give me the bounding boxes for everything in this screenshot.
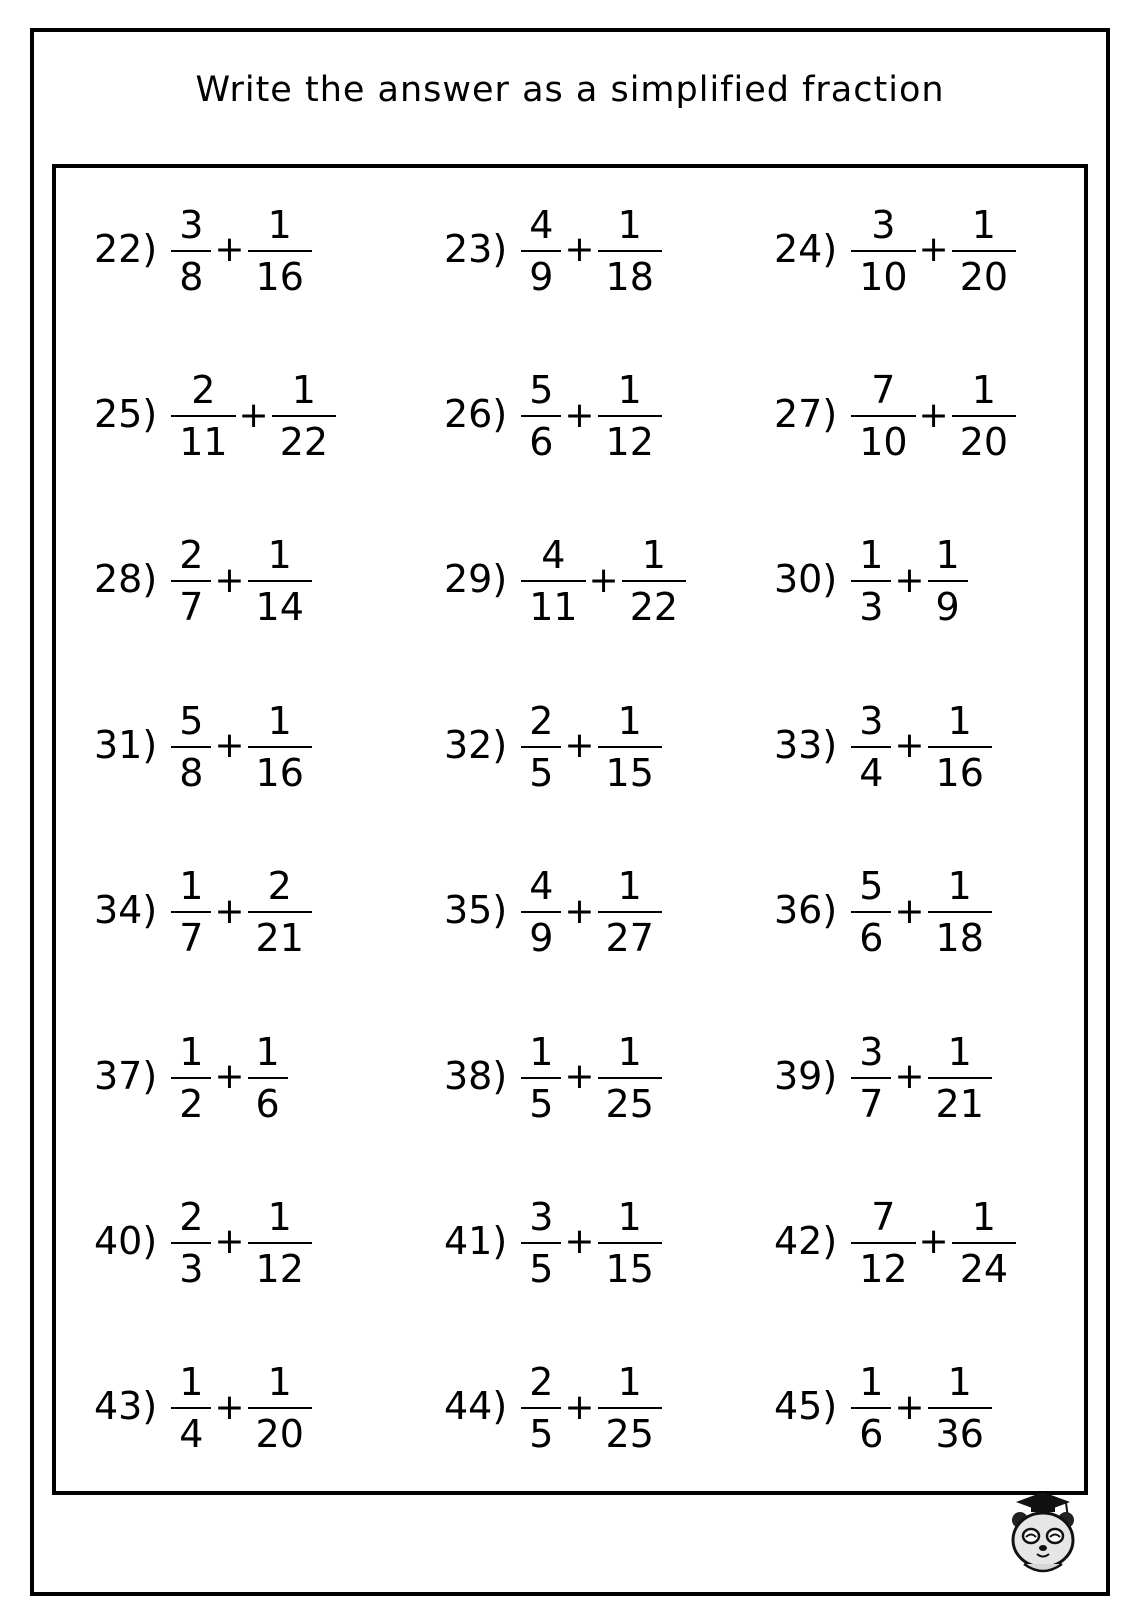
plus-operator: +: [918, 1221, 949, 1263]
problem-item: [56, 333, 416, 498]
fraction-b: [952, 202, 1016, 299]
denominator: 21: [928, 1077, 992, 1123]
numerator: 3: [529, 1194, 554, 1239]
numerator: 1: [947, 1029, 972, 1074]
problem-item: [56, 499, 416, 664]
denominator: 12: [851, 1242, 915, 1288]
numerator: 3: [179, 202, 204, 247]
problem-item: [56, 830, 416, 995]
numerator: 1: [179, 864, 204, 909]
numerator: 5: [529, 368, 554, 413]
problem-item: [746, 1326, 1084, 1491]
fraction-b: [598, 864, 662, 961]
denominator: 12: [248, 1242, 312, 1288]
numerator: 2: [529, 1360, 554, 1405]
fraction-a: [521, 368, 561, 465]
problem-number: 43): [94, 1384, 158, 1429]
fraction-b: [598, 1029, 662, 1126]
fraction-a: [851, 1194, 915, 1291]
problem-number: 29): [444, 557, 508, 602]
numerator: 2: [267, 864, 292, 909]
problem-item: [416, 995, 746, 1160]
fraction-b: [248, 1360, 312, 1457]
problem-item: [56, 1160, 416, 1325]
numerator: 1: [935, 533, 960, 578]
plus-operator: +: [564, 229, 595, 271]
denominator: 11: [521, 580, 585, 626]
fraction-a: [851, 1029, 891, 1126]
denominator: 25: [598, 1077, 662, 1123]
numerator: 1: [971, 1194, 996, 1239]
denominator: 11: [171, 415, 235, 461]
denominator: 7: [171, 580, 211, 626]
denominator: 6: [851, 911, 891, 957]
denominator: 4: [171, 1407, 211, 1453]
problem-number: 31): [94, 722, 158, 767]
problem-number: 45): [774, 1384, 838, 1429]
plus-operator: +: [918, 229, 949, 271]
numerator: 1: [947, 698, 972, 743]
fraction-a: [851, 202, 915, 299]
fraction-a: [171, 368, 235, 465]
denominator: 16: [928, 746, 992, 792]
fraction-a: [521, 1029, 561, 1126]
instructions-heading: Write the answer as a simplified fraction: [195, 70, 945, 110]
denominator: 22: [272, 415, 336, 461]
plus-operator: +: [214, 1386, 245, 1428]
problem-item: [56, 995, 416, 1160]
plus-operator: +: [564, 1221, 595, 1263]
plus-operator: +: [214, 229, 245, 271]
fraction-a: [521, 1360, 561, 1457]
denominator: 3: [851, 580, 891, 626]
denominator: 20: [248, 1407, 312, 1453]
problem-number: 30): [774, 557, 838, 602]
problem-item: [746, 499, 1084, 664]
problem-grid: [56, 168, 1084, 1491]
plus-operator: +: [238, 394, 269, 436]
fraction-a: [521, 533, 585, 630]
fraction-b: [272, 368, 336, 465]
fraction-a: [521, 1194, 561, 1291]
fraction-b: [622, 533, 686, 630]
numerator: 1: [267, 1360, 292, 1405]
numerator: 1: [267, 698, 292, 743]
plus-operator: +: [894, 1056, 925, 1098]
numerator: 3: [871, 202, 896, 247]
denominator: 3: [171, 1242, 211, 1288]
problem-number: 26): [444, 392, 508, 437]
plus-operator: +: [564, 1056, 595, 1098]
denominator: 27: [598, 911, 662, 957]
problem-number: 38): [444, 1053, 508, 1098]
fraction-b: [928, 1029, 992, 1126]
fraction-b: [928, 864, 992, 961]
fraction-a: [851, 533, 891, 630]
problem-item: [746, 168, 1084, 333]
problem-number: 40): [94, 1218, 158, 1263]
numerator: 7: [871, 1194, 896, 1239]
numerator: 1: [947, 1360, 972, 1405]
problem-number: 28): [94, 557, 158, 602]
problem-item: [416, 1160, 746, 1325]
numerator: 1: [617, 698, 642, 743]
problem-number: 41): [444, 1218, 508, 1263]
fraction-a: [851, 864, 891, 961]
numerator: 3: [859, 698, 884, 743]
numerator: 2: [529, 698, 554, 743]
denominator: 21: [248, 911, 312, 957]
numerator: 1: [971, 202, 996, 247]
plus-operator: +: [214, 725, 245, 767]
plus-operator: +: [564, 394, 595, 436]
problem-item: [416, 168, 746, 333]
fraction-b: [248, 1029, 288, 1126]
fraction-b: [598, 1194, 662, 1291]
problem-item: [416, 499, 746, 664]
denominator: 25: [598, 1407, 662, 1453]
plus-operator: +: [894, 725, 925, 767]
problem-number: 23): [444, 226, 508, 271]
denominator: 5: [521, 1407, 561, 1453]
fraction-a: [851, 698, 891, 795]
plus-operator: +: [894, 559, 925, 601]
problem-number: 42): [774, 1218, 838, 1263]
problem-number: 37): [94, 1053, 158, 1098]
fraction-a: [171, 1029, 211, 1126]
denominator: 12: [598, 415, 662, 461]
denominator: 9: [521, 250, 561, 296]
numerator: 1: [641, 533, 666, 578]
denominator: 22: [622, 580, 686, 626]
numerator: 1: [617, 864, 642, 909]
numerator: 5: [179, 698, 204, 743]
denominator: 18: [598, 250, 662, 296]
denominator: 15: [598, 1242, 662, 1288]
fraction-a: [521, 864, 561, 961]
problem-item: [56, 664, 416, 829]
fraction-a: [171, 864, 211, 961]
fraction-b: [928, 533, 968, 630]
numerator: 2: [191, 368, 216, 413]
numerator: 1: [617, 202, 642, 247]
denominator: 15: [598, 746, 662, 792]
numerator: 1: [617, 1029, 642, 1074]
fraction-b: [248, 1194, 312, 1291]
numerator: 1: [947, 864, 972, 909]
fraction-a: [851, 368, 915, 465]
denominator: 6: [521, 415, 561, 461]
problem-item: [746, 1160, 1084, 1325]
numerator: 1: [179, 1360, 204, 1405]
numerator: 1: [267, 202, 292, 247]
problem-number: 22): [94, 226, 158, 271]
denominator: 6: [248, 1077, 288, 1123]
denominator: 8: [171, 746, 211, 792]
problem-number: 27): [774, 392, 838, 437]
numerator: 1: [179, 1029, 204, 1074]
numerator: 7: [871, 368, 896, 413]
fraction-b: [248, 864, 312, 961]
plus-operator: +: [564, 1386, 595, 1428]
problem-number: 33): [774, 722, 838, 767]
denominator: 9: [521, 911, 561, 957]
plus-operator: +: [564, 890, 595, 932]
fraction-b: [952, 368, 1016, 465]
problem-number: 36): [774, 888, 838, 933]
panda-graduate-icon: [1004, 1488, 1082, 1574]
fraction-a: [171, 533, 211, 630]
denominator: 5: [521, 1077, 561, 1123]
numerator: 1: [971, 368, 996, 413]
problem-item: [746, 333, 1084, 498]
plus-operator: +: [214, 1221, 245, 1263]
numerator: 4: [541, 533, 566, 578]
numerator: 1: [267, 533, 292, 578]
numerator: 1: [859, 533, 884, 578]
plus-operator: +: [918, 394, 949, 436]
problem-number: 39): [774, 1053, 838, 1098]
plus-operator: +: [588, 559, 619, 601]
denominator: 20: [952, 415, 1016, 461]
problem-item: [416, 664, 746, 829]
numerator: 1: [291, 368, 316, 413]
numerator: 1: [529, 1029, 554, 1074]
numerator: 1: [617, 1194, 642, 1239]
fraction-a: [171, 698, 211, 795]
problem-item: [746, 664, 1084, 829]
fraction-b: [248, 698, 312, 795]
denominator: 8: [171, 250, 211, 296]
fraction-b: [248, 533, 312, 630]
problem-number: 24): [774, 226, 838, 271]
plus-operator: +: [214, 1056, 245, 1098]
plus-operator: +: [564, 725, 595, 767]
plus-operator: +: [214, 890, 245, 932]
fraction-a: [171, 202, 211, 299]
denominator: 2: [171, 1077, 211, 1123]
denominator: 10: [851, 250, 915, 296]
problem-item: [56, 168, 416, 333]
denominator: 16: [248, 746, 312, 792]
denominator: 4: [851, 746, 891, 792]
problem-item: [416, 1326, 746, 1491]
problem-item: [416, 830, 746, 995]
problem-number: 34): [94, 888, 158, 933]
problem-number: 32): [444, 722, 508, 767]
problem-number: 25): [94, 392, 158, 437]
fraction-b: [598, 1360, 662, 1457]
problem-item: [746, 995, 1084, 1160]
numerator: 2: [179, 533, 204, 578]
numerator: 1: [267, 1194, 292, 1239]
denominator: 6: [851, 1407, 891, 1453]
numerator: 1: [617, 368, 642, 413]
plus-operator: +: [214, 559, 245, 601]
fraction-a: [851, 1360, 891, 1457]
denominator: 18: [928, 911, 992, 957]
problem-number: 44): [444, 1384, 508, 1429]
numerator: 1: [255, 1029, 280, 1074]
fraction-a: [171, 1360, 211, 1457]
denominator: 7: [851, 1077, 891, 1123]
denominator: 36: [928, 1407, 992, 1453]
problem-number: 35): [444, 888, 508, 933]
fraction-b: [928, 1360, 992, 1457]
denominator: 9: [928, 580, 968, 626]
fraction-b: [598, 368, 662, 465]
denominator: 24: [952, 1242, 1016, 1288]
fraction-b: [248, 202, 312, 299]
problem-item: [746, 830, 1084, 995]
denominator: 16: [248, 250, 312, 296]
numerator: 1: [617, 1360, 642, 1405]
plus-operator: +: [894, 1386, 925, 1428]
numerator: 1: [859, 1360, 884, 1405]
fraction-a: [521, 698, 561, 795]
denominator: 7: [171, 911, 211, 957]
fraction-b: [928, 698, 992, 795]
fraction-b: [598, 202, 662, 299]
denominator: 5: [521, 746, 561, 792]
fraction-a: [521, 202, 561, 299]
denominator: 14: [248, 580, 312, 626]
numerator: 3: [859, 1029, 884, 1074]
numerator: 5: [859, 864, 884, 909]
fraction-a: [171, 1194, 211, 1291]
numerator: 4: [529, 864, 554, 909]
denominator: 5: [521, 1242, 561, 1288]
fraction-b: [598, 698, 662, 795]
problem-item: [416, 333, 746, 498]
denominator: 10: [851, 415, 915, 461]
problem-item: [56, 1326, 416, 1491]
denominator: 20: [952, 250, 1016, 296]
numerator: 4: [529, 202, 554, 247]
fraction-b: [952, 1194, 1016, 1291]
numerator: 2: [179, 1194, 204, 1239]
plus-operator: +: [894, 890, 925, 932]
